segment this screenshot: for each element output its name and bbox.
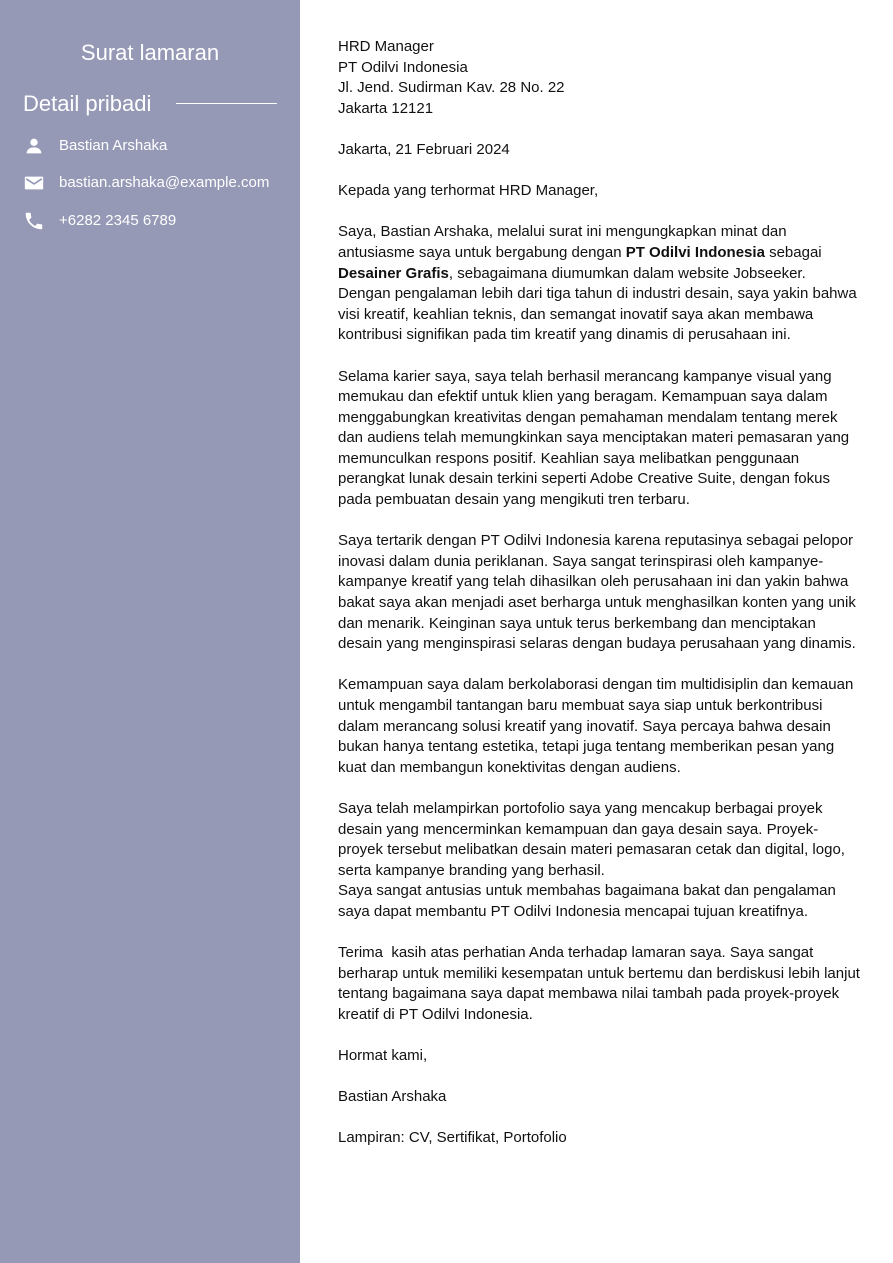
paragraph-collaboration: Kemampuan saya dalam berkolaborasi dengan tim multidisiplin dan kemauan untuk mengambil tantangan baru membuat saya siap untuk berkontribusi dalam merancang solusi kreatif yang inovatif. Saya percaya bahwa desain bukan hanya tentang estetika, tetapi juga tentang memberikan pesan yang kuat dan membangun konektivitas dengan audiens. bbox=[338, 676, 854, 776]
document-title: Surat lamaran bbox=[80, 40, 220, 65]
letter-closing: Hormat kami, bbox=[338, 1047, 428, 1065]
letter-signature: Bastian Arshaka bbox=[338, 1088, 447, 1106]
letter-salutation: Kepada yang terhormat HRD Manager, bbox=[338, 182, 599, 200]
letter-date: Jakarta, 21 Februari 2024 bbox=[338, 140, 510, 158]
recipient-title: HRD Manager bbox=[338, 38, 434, 55]
letter-body bbox=[338, 37, 865, 1149]
paragraph-intro: Saya, Bastian Arshaka, melalui surat ini mengungkapkan minat dan antusiasme saya untuk bergabung dengan PT Odilvi Indonesia sebagai Desainer Grafis, sebagaimana diumumkan dalam website Jobseeker. Dengan pengalaman lebih dari tiga tahun di industri desain, saya yakin bahwa visi kreatif, keahlian teknis, dan semangat inovatif saya akan membawa kontribusi signifikan pada tim kreatif yang dinamis di perusahaan ini. bbox=[338, 223, 857, 344]
paragraph-thanks: Terima kasih atas perhatian Anda terhadap lamaran saya. Saya sangat berharap untuk memiliki kesempatan untuk bertemu dan berdiskusi lebih lanjut tentang bagaimana saya dapat membawa nilai tambah pada proyek-proyek kreatif di PT Odilvi Indonesia. bbox=[338, 944, 865, 1023]
contact-email bbox=[23, 171, 269, 195]
contact-phone bbox=[23, 209, 176, 233]
sidebar bbox=[0, 0, 300, 1263]
company-name-bold: PT Odilvi Indonesia bbox=[625, 243, 765, 261]
section-heading-personal-details: Detail pribadi bbox=[23, 91, 152, 116]
email-icon bbox=[23, 172, 45, 194]
contact-name bbox=[23, 134, 167, 158]
letter-attachments: Lampiran: CV, Sertifikat, Portofolio bbox=[338, 1129, 567, 1147]
paragraph-portfolio: Saya telah melampirkan portofolio saya yang mencakup berbagai proyek desain yang mencerminkan kemampuan dan gaya desain saya. Proyek-proyek tersebut melibatkan desain materi pemasaran cetak dan digital, logo, serta kampanye branding yang berhasil. bbox=[338, 799, 845, 879]
recipient-company: PT Odilvi Indonesia bbox=[338, 58, 468, 76]
contact-name-text: Bastian Arshaka bbox=[59, 137, 168, 154]
paragraph-motivation: Saya tertarik dengan PT Odilvi Indonesia karena reputasinya sebagai pelopor inovasi dalam dunia periklanan. Saya sangat terinspirasi oleh kampanye-kampanye kreatif yang telah dihasilkan oleh perusahaan ini dan yakin bahwa bakat saya akan menjadi aset berharga untuk menghasilkan konten yang unik dan menarik. Keinginan saya untuk terus berkembang dan menciptakan desain yang menginspirasi selaras dengan budaya perusahaan yang dinamis. bbox=[338, 532, 856, 653]
section-divider bbox=[176, 103, 277, 104]
contact-phone-text: +6282 2345 6789 bbox=[59, 212, 177, 229]
paragraph-experience: Selama karier saya, saya telah berhasil merancang kampanye visual yang memukau dan efektif untuk klien yang beragam. Kemampuan saya dalam menggabungkan kreativitas dengan pemahaman mendalam tentang merek dan audiens telah memungkinkan saya menciptakan materi pemasaran yang memunculkan respons positif. Keahlian saya melibatkan penggunaan perangkat lunak desain terkini seperti Adobe Creative Suite, dengan fokus pada pembuatan desain yang mengikuti tren terbaru. bbox=[338, 367, 850, 509]
paragraph-enthusiasm: Saya sangat antusias untuk membahas bagaimana bakat dan pengalaman saya dapat membantu PT Odilvi Indonesia mencapai tujuan kreatifnya. bbox=[338, 882, 836, 920]
contact-email-text: bastian.arshaka@example.com bbox=[59, 174, 270, 191]
recipient-city: Jakarta 12121 bbox=[338, 99, 434, 117]
phone-icon bbox=[23, 210, 45, 232]
recipient-street: Jl. Jend. Sudirman Kav. 28 No. 22 bbox=[338, 79, 565, 97]
position-bold: Desainer Grafis bbox=[338, 264, 449, 282]
person-icon bbox=[23, 135, 45, 157]
